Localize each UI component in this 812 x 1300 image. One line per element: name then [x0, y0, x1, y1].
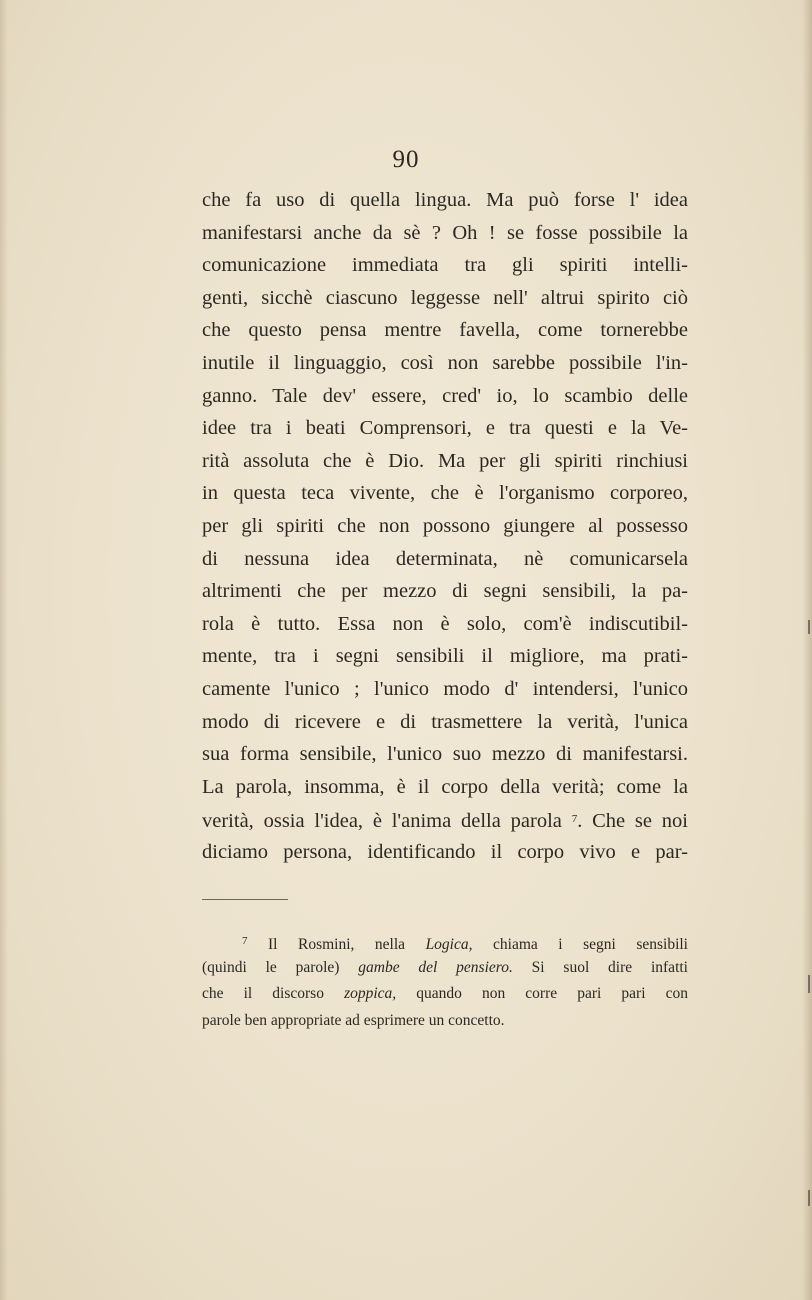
footnote-line	[202, 955, 688, 982]
text-line: di nessuna idea determinata, nè comunicarsela	[202, 547, 688, 570]
text-line: diciamo persona, identificando il corpo vivo e par-	[202, 840, 688, 863]
text-segment: Si suol dire infatti	[512, 958, 688, 976]
footnote-line	[202, 928, 688, 955]
text-line: altrimenti che per mezzo di segni sensibili, la pa-	[202, 580, 688, 603]
text-line: sua forma sensibile, l'unico suo mezzo di manifestarsi.	[202, 743, 688, 766]
italic-segment: zoppica,	[344, 985, 397, 1003]
text-line: rità assoluta che è Dio. Ma per gli spiriti rinchiusi	[202, 449, 688, 472]
footnote-marker: 7	[242, 935, 248, 947]
text-line: che questo pensa mentre favella, come tornerebbe	[202, 319, 688, 342]
text-segment: Il Rosmini, nella	[247, 936, 426, 953]
text-line: in questa teca vivente, che è l'organismo corporeo,	[202, 482, 688, 505]
text-line-with-note-ref	[202, 803, 688, 836]
footnote-line	[202, 981, 688, 1008]
text-segment: verità, ossia l'idea, è l'anima della parola	[202, 810, 562, 833]
footnote-reference: 7	[571, 813, 578, 826]
text-segment: (quindi le parole)	[202, 958, 359, 976]
text-segment: chiama i segni sensibili	[472, 936, 688, 953]
text-line: comunicazione immediata tra gli spiriti intelli-	[202, 254, 688, 277]
text-line: La parola, insomma, è il corpo della verità; come la	[202, 775, 688, 798]
text-line: modo di ricevere e di trasmettere la verità, l'unica	[202, 710, 688, 733]
margin-mark	[808, 620, 810, 634]
page-number: 90	[392, 146, 420, 173]
text-line: per gli spiriti che non possono giungere al possesso	[202, 514, 688, 537]
text-segment: che il discorso	[202, 985, 345, 1003]
text-line: inutile il linguaggio, così non sarebbe possibile l'in-	[202, 351, 688, 374]
text-segment: . Che se noi	[577, 810, 688, 833]
text-line: rola è tutto. Essa non è solo, com'è indiscutibil-	[202, 612, 688, 635]
page-left-edge-shadow	[0, 0, 8, 1300]
text-line: camente l'unico ; l'unico modo d' intendersi, l'unico	[202, 677, 688, 700]
text-line: che fa uso di quella lingua. Ma può forse l' idea	[202, 189, 688, 211]
page-right-edge-shadow	[802, 0, 812, 1300]
text-line: idee tra i beati Comprensori, e tra questi e la Ve-	[202, 417, 688, 440]
text-line: ganno. Tale dev' essere, cred' io, lo scambio delle	[202, 384, 688, 407]
italic-segment: Logica,	[425, 936, 473, 953]
footnote	[202, 928, 688, 1034]
text-segment: quando non corre pari pari con	[396, 985, 688, 1003]
footnote-line: parole ben appropriate ad esprimere un concetto.	[202, 1011, 505, 1029]
text-line: genti, sicchè ciascuno leggesse nell' altrui spirito ciò	[202, 286, 688, 309]
margin-mark	[808, 975, 810, 993]
margin-mark	[808, 1190, 810, 1206]
text-line: manifestarsi anche da sè ? Oh ! se fosse possibile la	[202, 221, 688, 244]
body-text	[202, 184, 688, 868]
text-line: mente, tra i segni sensibili il migliore, ma prati-	[202, 645, 688, 668]
italic-segment: gambe del pensiero.	[358, 958, 513, 976]
footnote-separator	[202, 899, 288, 900]
